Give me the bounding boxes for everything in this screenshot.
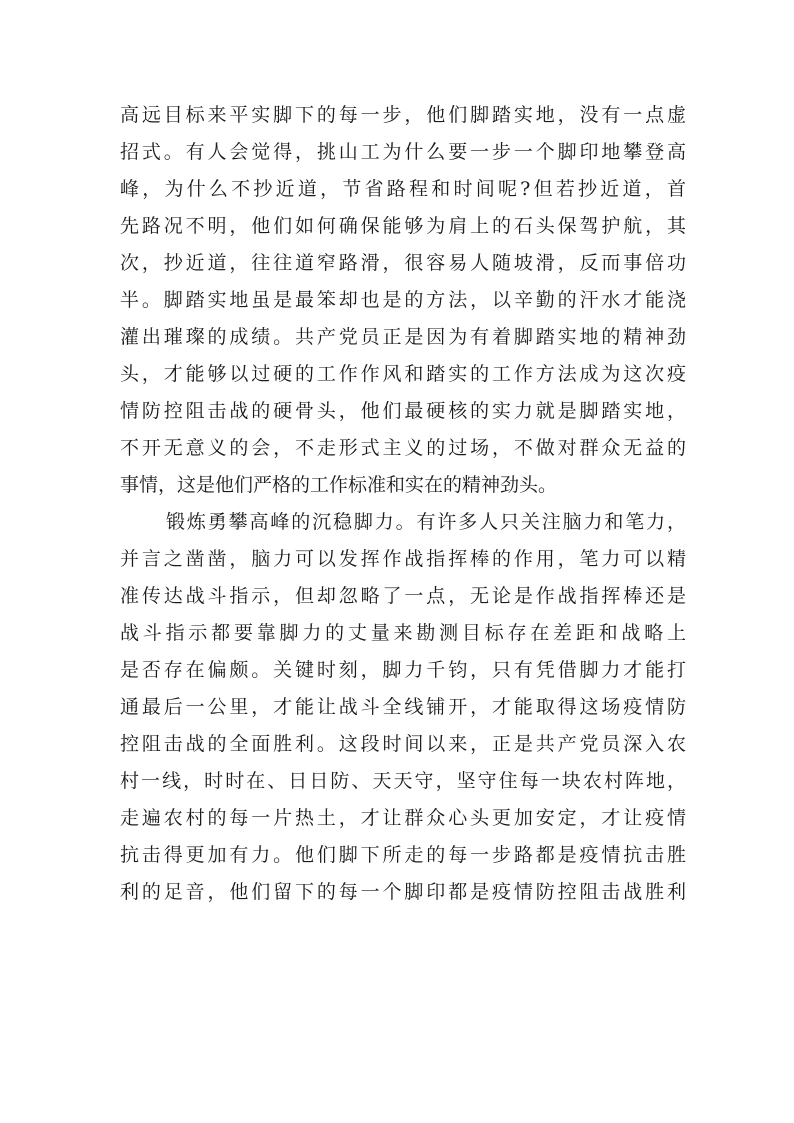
text-line: 战斗指示都要靠脚力的丈量来勘测目标存在差距和战略上 [120, 622, 686, 644]
text-line: 通最后一公里，才能让战斗全线铺开，才能取得这场疫情防 [120, 696, 686, 718]
text-line: 利的足音，他们留下的每一个脚印都是疫情防控阻击战胜利 [120, 881, 686, 903]
text-line: 高远目标来平实脚下的每一步，他们脚踏实地，没有一点虚 [120, 104, 686, 126]
text-line: 控阻击战的全面胜利。这段时间以来，正是共产党员深入农 [120, 733, 686, 755]
text-line: 峰，为什么不抄近道，节省路程和时间呢?但若抄近道，首 [120, 178, 686, 200]
text-line: 不开无意义的会，不走形式主义的过场，不做对群众无益的 [120, 437, 686, 459]
text-line: 先路况不明，他们如何确保能够为肩上的石头保驾护航，其 [120, 215, 686, 237]
text-line: 半。脚踏实地虽是最笨却也是的方法，以辛勤的汗水才能浇 [120, 289, 686, 311]
text-line: 次，抄近道，往往道窄路滑，很容易人随坡滑，反而事倍功 [120, 252, 686, 274]
text-line: 头，才能够以过硬的工作作风和踏实的工作方法成为这次疫 [120, 363, 686, 385]
text-line: 走遍农村的每一片热土，才让群众心头更加安定，才让疫情 [120, 807, 686, 829]
text-line: 准传达战斗指示，但却忽略了一点，无论是作战指挥棒还是 [120, 585, 686, 607]
document-body [120, 97, 686, 911]
paragraph-1 [120, 97, 686, 504]
paragraph-2 [120, 504, 686, 911]
text-line: 并言之凿凿，脑力可以发挥作战指挥棒的作用，笔力可以精 [120, 548, 686, 570]
text-line: 抗击得更加有力。他们脚下所走的每一步路都是疫情抗击胜 [120, 844, 686, 866]
text-line: 招式。有人会觉得，挑山工为什么要一步一个脚印地攀登高 [120, 141, 686, 163]
text-line: 是否存在偏颇。关键时刻，脚力千钧，只有凭借脚力才能打 [120, 659, 686, 681]
text-line: 事情，这是他们严格的工作标准和实在的精神劲头。 [120, 474, 558, 496]
text-line: 情防控阻击战的硬骨头，他们最硬核的实力就是脚踏实地， [120, 400, 686, 422]
text-line: 锻炼勇攀高峰的沉稳脚力。有许多人只关注脑力和笔力， [166, 511, 686, 533]
text-line: 村一线，时时在、日日防、天天守，坚守住每一块农村阵地， [120, 770, 686, 792]
text-line: 灌出璀璨的成绩。共产党员正是因为有着脚踏实地的精神劲 [120, 326, 686, 348]
